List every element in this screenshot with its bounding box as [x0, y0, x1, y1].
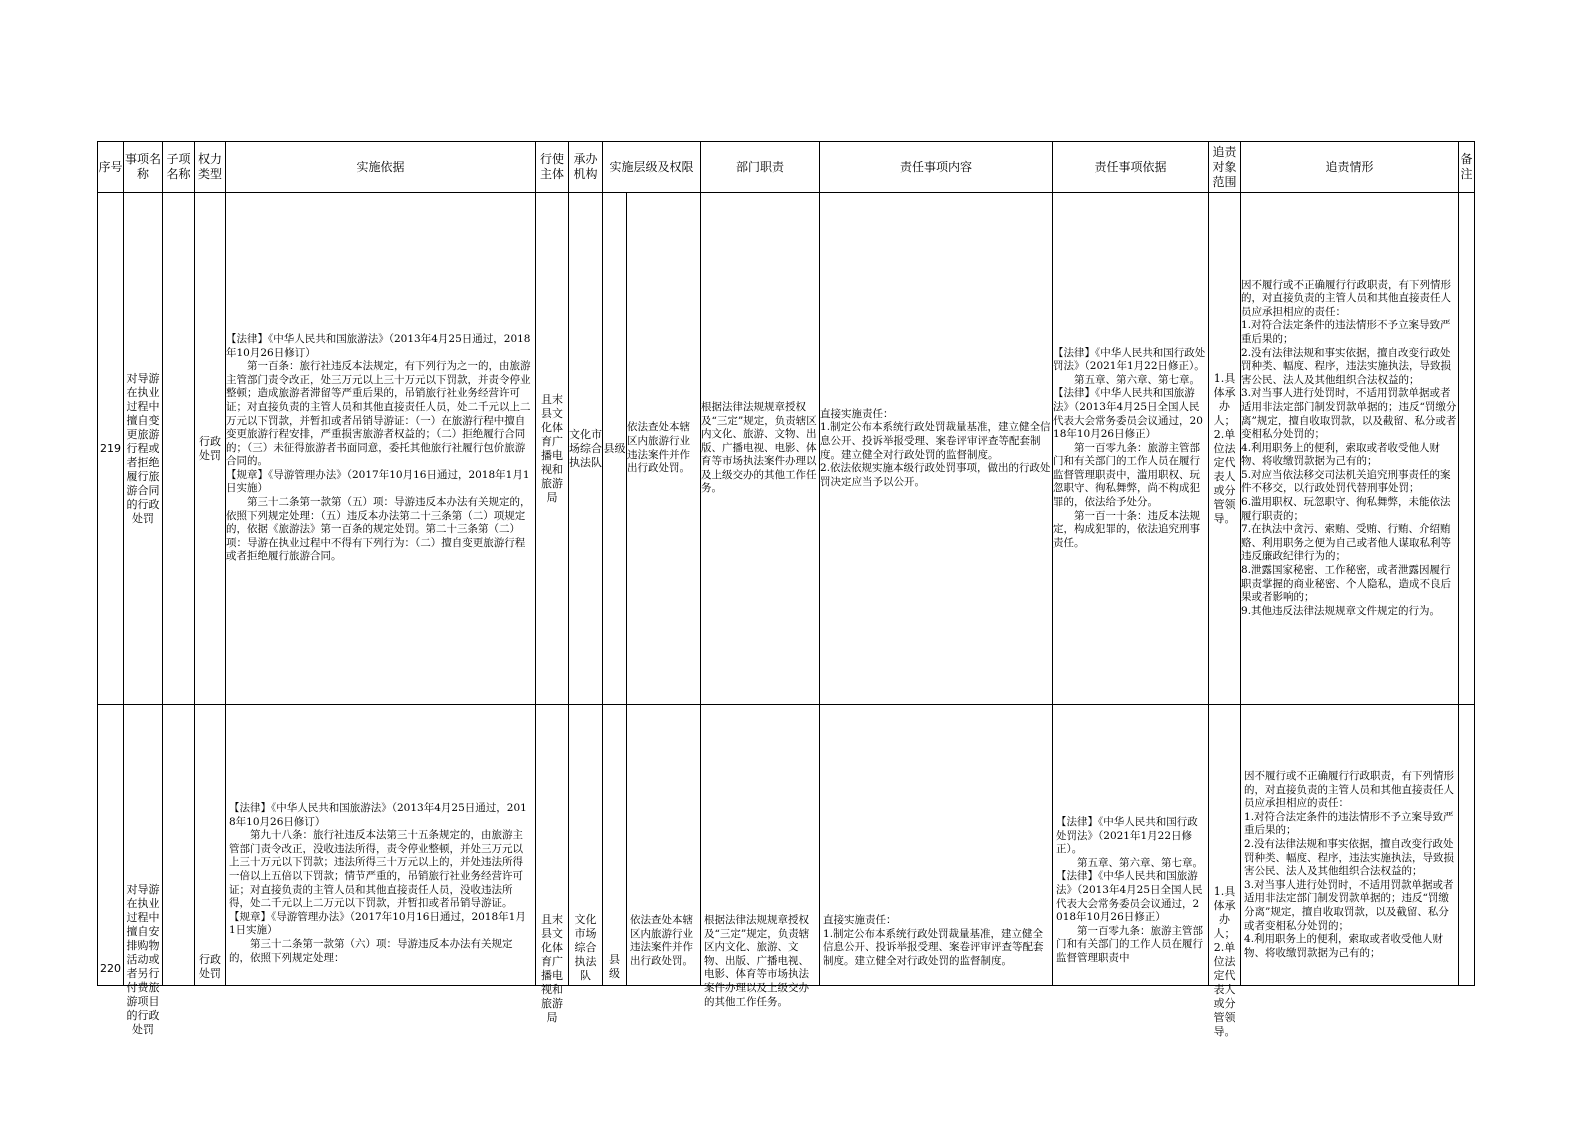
row-sub-name: [163, 705, 195, 986]
header-resp-content: 责任事项内容: [820, 142, 1053, 193]
situation-line: 因不履行或不正确履行行政职责，有下列情形的，对直接负责的主管人员和其他直接责任人员应承担相应的责任：: [1244, 770, 1455, 810]
row-resp-basis-cell: [1053, 705, 1209, 986]
row-remark: [1459, 193, 1475, 705]
row-subject: 且末县文化体育广播电视和旅游局: [541, 913, 563, 1024]
row-item-name: 对导游在执业过程中擅自安排购物活动或者另行付费旅游项目的行政处罚: [126, 883, 160, 1036]
header-item-name: 事项名称: [124, 142, 163, 193]
basis-line: 【规章】《导游管理办法》（2017年10月16日通过，2018年1月1日实施）: [226, 468, 530, 495]
row-power-type: 行政处罚: [199, 953, 221, 980]
row-situation: [1241, 193, 1459, 705]
resp-basis-line: 第一百零九条：旅游主管部门和有关部门的工作人员在履行监督管理职责中: [1056, 924, 1204, 964]
row-org: 文化市场综合执法队: [574, 913, 597, 982]
row-org-cell: [569, 705, 603, 986]
basis-line: 【法律】《中华人民共和国旅游法》（2013年4月25日通过，2018年10月26日修订）: [229, 802, 527, 828]
resp-basis-line: 第一百零九条：旅游主管部门和有关部门的工作人员在履行监督管理职责中，滥用职权、玩忽职守、徇私舞弊，尚不构成犯罪的，依法给予处分。: [1053, 441, 1201, 509]
table-row: [98, 193, 1475, 705]
situation-line: 4.利用职务上的便利，索取或者收受他人财物、将收缴罚款据为己有的；: [1241, 441, 1441, 468]
row-power-type: 行政处罚: [195, 193, 226, 705]
basis-line: 第三十二条第一款第（五）项：导游违反本办法有关规定的，依照下列规定处理：（五）违反本办法第二十三条第（二）项规定的，依据《旅游法》第一百条的规定处罚。第二十三条第（二）项：导游在执业过程中不得有下列行为：（二）擅自变更旅游行程或者拒绝履行旅游合同。: [226, 496, 531, 563]
resp-basis-line: 【法律】《中华人民共和国旅游法》（2013年4月25日全国人民代表大会常务委员会议通过，2018年10月26日修正）: [1053, 387, 1203, 441]
situation-line: 7.在执法中贪污、索贿、受贿、行贿、介绍贿赂、利用职务之便为自己或者他人谋取私利等违反廉政纪律行为的；: [1241, 523, 1452, 563]
header-remark: 备注: [1459, 142, 1475, 193]
row-item-name-cell: [124, 705, 163, 1036]
situation-line: 2.没有法律法规和事实依据，擅自改变行政处罚种类、幅度、程序，违法实施执法，导致损害公民、法人及其他组织合法权益的；: [1241, 346, 1452, 386]
row-duty: 根据法律法规规章授权及“三定”规定，负责辖区内文化、旅游、文物、出版、广播电视、电影、体育等市场执法案件办理以及上级交办的其他工作任务。: [701, 193, 820, 705]
row-scope: 1.具体承办人；2.单位法定代表人或分管领导。: [1209, 193, 1241, 705]
row-scope-cell: [1209, 705, 1241, 1038]
header-scope: 追责对象范围: [1209, 142, 1241, 193]
situation-line: 6.滥用职权、玩忽职守、徇私舞弊，未能依法履行职责的；: [1241, 496, 1451, 522]
situation-line: 因不履行或不正确履行行政职责，有下列情形的，对直接负责的主管人员和其他直接责任人员应承担相应的责任：: [1241, 278, 1452, 318]
situation-line: 4.利用职务上的便利，索取或者收受他人财物、将收缴罚款据为己有的；: [1244, 933, 1444, 959]
row-resp-content: [820, 193, 1053, 705]
situation-line: 3.对当事人进行处罚时，不适用罚款单据或者适用非法定部门制发罚款单据的；违反“罚缴分离”规定，擅自收取罚款，以及截留、私分或者变相私分处罚的；: [1241, 387, 1457, 441]
table-header-row: [98, 142, 1475, 193]
row-seq: 219: [98, 193, 124, 705]
row-subject: 且末县文化体育广播电视和旅游局: [536, 193, 569, 705]
row-duty: 根据法律法规规章授权及“三定”规定，负责辖区内文化、旅游、文物、出版、广播电视、电影、体育等市场执法案件办理以及上级交办的其他工作任务。: [704, 914, 810, 1008]
header-sub-name: 子项名称: [163, 142, 195, 193]
situation-line: 9.其他违反法律法规规章文件规定的行为。: [1241, 604, 1441, 617]
row-level-tier: 县级: [609, 953, 620, 980]
basis-line: 【规章】《导游管理办法》（2017年10月16日通过，2018年1月1日实施）: [229, 910, 526, 937]
row-duty-cell: [701, 705, 820, 1008]
header-seq: 序号: [98, 142, 124, 193]
header-level: 实施层级及权限: [603, 142, 701, 193]
row-level-scope: 依法查处本辖区内旅游行业违法案件并作出行政处罚。: [630, 914, 693, 967]
row-situation: [1241, 769, 1458, 961]
header-duty: 部门职责: [701, 142, 820, 193]
row-resp-basis: [1053, 193, 1209, 705]
row-situation-cell: [1241, 705, 1459, 986]
situation-line: 8.泄露国家秘密、工作秘密，或者泄露因履行职责掌握的商业秘密、个人隐私，造成不良后果或者影响的；: [1241, 564, 1452, 604]
header-org: 承办机构: [569, 142, 603, 193]
row-basis-cell: [226, 705, 536, 986]
resp-basis-line: 第五章、第六章、第七章。: [1077, 856, 1204, 869]
row-basis: [226, 801, 535, 966]
responsibility-table: [97, 141, 1475, 1038]
row-level-tier-cell: [603, 705, 627, 986]
row-subject-cell: [536, 705, 569, 1024]
row-seq: 220: [98, 705, 124, 986]
resp-basis-line: 第五章、第六章、第七章。: [1074, 373, 1201, 386]
basis-line: 【法律】《中华人民共和国旅游法》（2013年4月25日通过，2018年10月26日修订）: [226, 332, 531, 359]
situation-line: 1.对符合法定条件的违法情形不予立案导致严重后果的；: [1244, 810, 1454, 837]
resp-content-line: 1.制定公布本系统行政处罚裁量基准，建立健全信息公开、投诉举报受理、案卷评审评查等配套制度。建立健全对行政处罚的监督制度。: [820, 421, 1051, 461]
row-resp-content: [820, 913, 1052, 969]
basis-line: 第九十八条：旅行社违反本法第三十五条规定的，由旅游主管部门责令改正，没收违法所得，责令停业整顿，并处三万元以上三十万元以下罚款；违法所得三十万元以上的，并处违法所得一倍以上五倍以下罚款；情节严重的，吊销旅行社业务经营许可证；对直接负责的主管人员和其他直接责任人员，没收违法所得，处二千元以上二万元以下罚款，并暂扣或者吊销导游证。: [229, 829, 523, 910]
row-resp-basis: [1053, 815, 1208, 967]
basis-line: 第一百条：旅行社违反本法规定，有下列行为之一的，由旅游主管部门责令改正，处三万元以上三十万元以下罚款，并责令停业整顿；造成旅游者滞留等严重后果的，吊销旅行社业务经营许可证；对直接负责的主管人员和其他直接责任人员，处二千元以上二万元以下罚款，并暂扣或者吊销导游证：（一）在旅游行程中擅自变更旅游行程安排，严重损害旅游者权益的；（二）拒绝履行合同的；（三）未征得旅游者书面同意，委托其他旅行社履行包价旅游合同的。: [226, 360, 531, 468]
resp-content-line: 1.制定公布本系统行政处罚裁量基准，建立健全信息公开、投诉举报受理、案卷评审评查等配套制度。建立健全对行政处罚的监督制度。: [823, 927, 1044, 967]
resp-content-line: 直接实施责任：: [823, 914, 897, 926]
header-resp-basis: 责任事项依据: [1053, 142, 1209, 193]
row-item-name: 对导游在执业过程中擅自变更旅游行程或者拒绝履行旅游合同的行政处罚: [124, 193, 163, 705]
row-level-scope: 依法查处本辖区内旅游行业违法案件并作出行政处罚。: [627, 193, 701, 705]
resp-basis-line: 第一百一十条：违反本法规定，构成犯罪的，依法追究刑事责任。: [1053, 509, 1201, 549]
header-subject: 行使主体: [536, 142, 569, 193]
resp-basis-line: 【法律】《中华人民共和国行政处罚法》（2021年1月22日修正）。: [1056, 816, 1198, 856]
row-level-scope-cell: [627, 705, 701, 986]
row-org: 文化市场综合执法队: [569, 193, 603, 705]
row-sub-name: [163, 193, 195, 705]
resp-content-line: 2.依法依规实施本级行政处罚事项，做出的行政处罚决定应当予以公开。: [820, 462, 1051, 488]
row-basis: [226, 193, 536, 705]
table-row: [98, 705, 1475, 986]
basis-line: 第三十二条第一款第（六）项：导游违反本办法有关规定的，依照下列规定处理：: [229, 937, 513, 964]
row-power-type-cell: [195, 705, 226, 986]
header-situation: 追责情形: [1241, 142, 1459, 193]
row-remark: [1459, 705, 1475, 986]
situation-line: 5.对应当依法移交司法机关追究刑事责任的案件不移交，以行政处罚代替刑事处罚；: [1241, 468, 1451, 495]
header-basis: 实施依据: [226, 142, 536, 193]
resp-content-line: 直接实施责任：: [820, 407, 894, 420]
header-power-type: 权力类型: [195, 142, 226, 193]
row-scope: 1.具体承办人；2.单位法定代表人或分管领导。: [1213, 885, 1236, 1038]
row-level-tier: 县级: [603, 193, 627, 705]
situation-line: 2.没有法律法规和事实依据，擅自改变行政处罚种类、幅度、程序，违法实施执法，导致损害公民、法人及其他组织合法权益的；: [1244, 837, 1455, 878]
situation-line: 3.对当事人进行处罚时，不适用罚款单据或者适用非法定部门制发罚款单据的；违反“罚缴分离”规定，擅自收取罚款，以及截留、私分或者变相私分处罚的；: [1244, 878, 1454, 932]
row-resp-content-cell: [820, 705, 1053, 986]
resp-basis-line: 【法律】《中华人民共和国行政处罚法》（2021年1月22日修正）。: [1053, 346, 1206, 373]
resp-basis-line: 【法律】《中华人民共和国旅游法》（2013年4月25日全国人民代表大会常务委员会议通过，2018年10月26日修正）: [1056, 870, 1203, 924]
situation-line: 1.对符合法定条件的违法情形不予立案导致严重后果的；: [1241, 319, 1451, 345]
